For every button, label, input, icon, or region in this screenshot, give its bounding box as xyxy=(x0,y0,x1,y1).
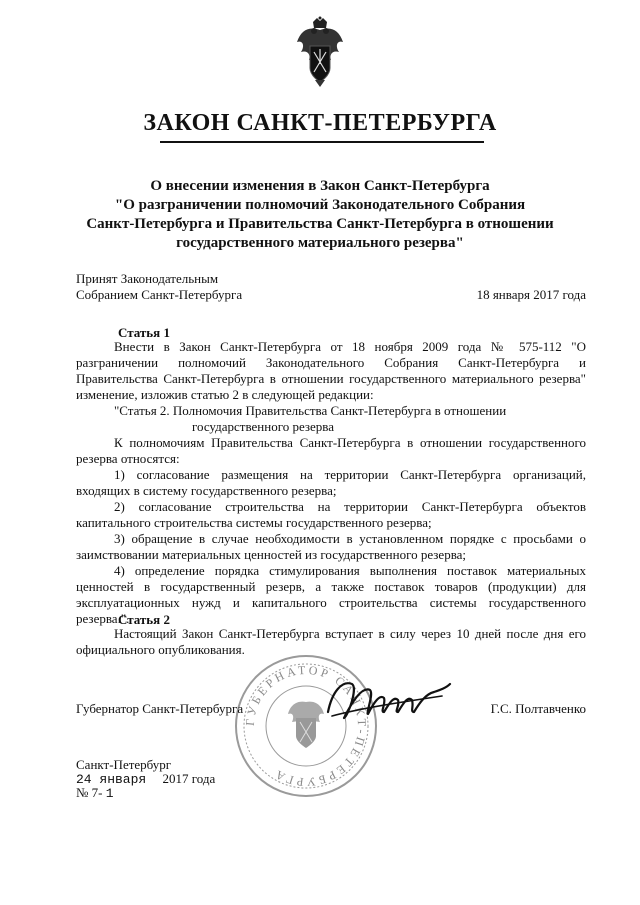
list-item: 3) обращение в случае необходимости в установленном порядке с просьбами о заимствовании материальных ценностей из государственного резерва; xyxy=(76,531,586,562)
signing-date-day: 24 января xyxy=(76,772,147,787)
title-underline xyxy=(160,141,484,143)
quoted-article-title xyxy=(76,403,586,435)
adoption-line: Собранием Санкт-Петербурга xyxy=(76,287,243,302)
coat-of-arms-icon xyxy=(295,16,345,88)
article-2-heading: Статья 2 xyxy=(118,612,170,627)
article-2-text: Настоящий Закон Санкт-Петербурга вступает в силу через 10 дней после дня его официального опубликования. xyxy=(76,626,586,657)
signing-place: Санкт-Петербург xyxy=(76,757,172,772)
subtitle-line: "О разграничении полномочий Законодательного Собрания xyxy=(114,197,526,213)
article-1-lead: К полномочиям Правительства Санкт-Петербурга в отношении государственного резерва относятся: xyxy=(76,435,586,466)
article-1-heading: Статья 1 xyxy=(118,325,170,340)
adoption-line: Принят Законодательным xyxy=(76,271,219,286)
quoted-title-line: "Статья 2. Полномочия Правительства Санкт-Петербурга в отношении xyxy=(114,403,507,418)
list-item: 2) согласование строительства на территории Санкт-Петербурга объектов капитального строительства системы государственного резерва; xyxy=(76,499,586,530)
article-1-body xyxy=(76,339,586,627)
seal-text: ГУБЕРНАТОР САНКТ-ПЕТЕРБУРГА xyxy=(242,662,370,790)
signing-date-year: 2017 года xyxy=(162,771,216,786)
governor-name: Г.С. Полтавченко xyxy=(490,701,586,716)
law-number-prefix: № 7- xyxy=(76,785,103,800)
subtitle-line: О внесении изменения в Закон Санкт-Петербурга xyxy=(150,178,490,194)
law-number-value: 1 xyxy=(105,786,114,801)
subtitle-line: государственного материального резерва" xyxy=(176,235,464,251)
quoted-title-line: государственного резерва xyxy=(192,419,335,434)
adoption-note xyxy=(76,271,336,303)
law-subtitle xyxy=(70,177,570,253)
article-1-intro: Внести в Закон Санкт-Петербурга от 18 ноября 2009 года № 575-112 "О разграничении полномочий Законодательного Собрания Санкт-Петербурга и Правительства Санкт-Петербурга в отношении государственного материального резерва" изменение, изложив статью 2 в следующей редакции: xyxy=(76,339,586,402)
governor-title: Губернатор Санкт-Петербурга xyxy=(76,701,244,716)
adoption-date: 18 января 2017 года xyxy=(476,287,586,302)
subtitle-line: Санкт-Петербурга и Правительства Санкт-Петербурга в отношении xyxy=(86,216,554,232)
list-item: 1) согласование размещения на территории Санкт-Петербурга организаций, входящих в систему государственного резерва; xyxy=(76,467,586,498)
list-item: 4) определение порядка стимулирования выполнения поставок материальных ценностей в государственный резерв, а также поставок товаров (продукции) для эксплуатационных нужд и капитального строительства системы государственного резерва.". xyxy=(76,563,586,626)
signature-icon xyxy=(322,672,452,732)
law-title: ЗАКОН САНКТ-ПЕТЕРБУРГА xyxy=(143,110,497,136)
law-number xyxy=(76,785,114,801)
